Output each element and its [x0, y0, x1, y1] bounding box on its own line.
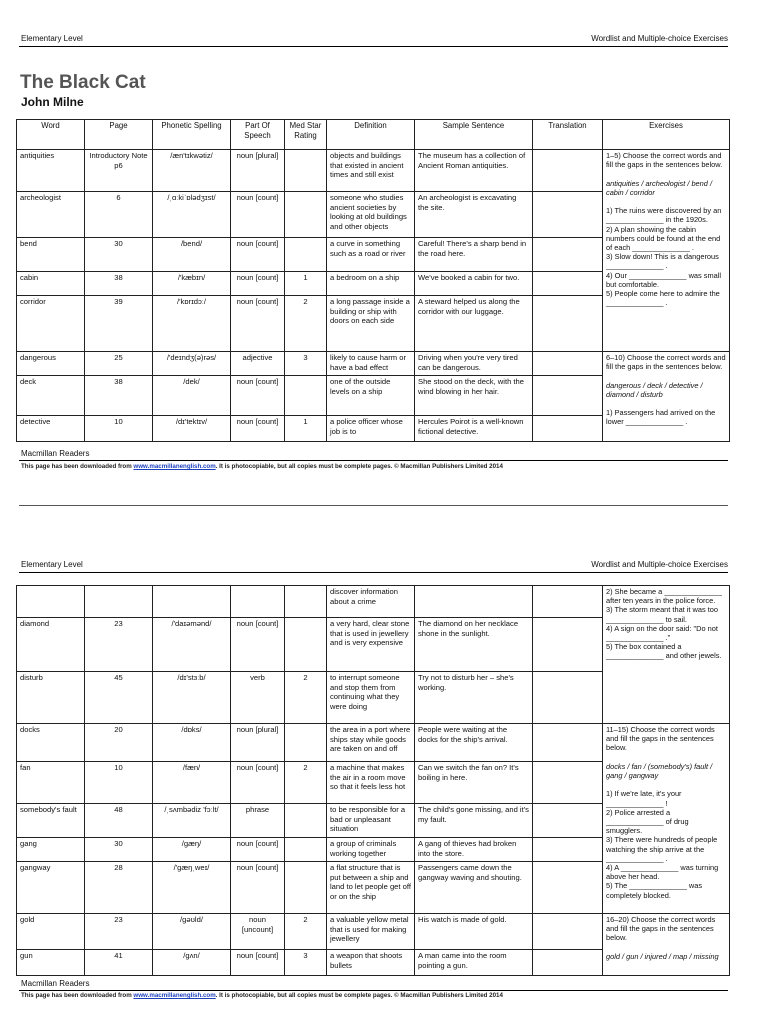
sample-sentence-cell: Can we switch the fan on? It's boiling in here.: [415, 762, 533, 804]
macmillan-link[interactable]: www.macmillanenglish.com: [133, 463, 216, 470]
column-header: Sample Sentence: [415, 120, 533, 150]
definition-cell: a very hard, clear stone that is used in jewellery and is very expensive: [327, 618, 415, 672]
exercise-cell: [603, 352, 730, 442]
table-row: [17, 150, 730, 192]
translation-cell: [533, 762, 603, 804]
page-separator: [19, 505, 728, 506]
part-of-speech-cell: noun [count]: [231, 376, 285, 416]
part-of-speech-cell: noun [count]: [231, 192, 285, 238]
section-label: Wordlist and Multiple-choice Exercises: [591, 560, 728, 569]
sample-sentence-cell: The diamond on her necklace shone in the sunlight.: [415, 618, 533, 672]
book-author: John Milne: [21, 95, 84, 109]
translation-cell: [533, 150, 603, 192]
exercise-item: 5) The ______________ was completely blocked.: [606, 881, 703, 900]
translation-cell: [533, 804, 603, 838]
sample-sentence-cell: The child's gone missing, and it's my fault.: [415, 804, 533, 838]
level-label: Elementary Level: [21, 34, 83, 43]
star-rating-cell: [285, 838, 327, 862]
exercise-item: 4) A sign on the door said: "Do not ______________ .": [606, 623, 718, 643]
word-cell: gang: [17, 838, 85, 862]
sample-sentence-cell: We've booked a cabin for two.: [415, 272, 533, 296]
page-cell: Introductory Note p6: [85, 150, 153, 192]
word-cell: fan: [17, 762, 85, 804]
download-notice-copyright: . It is photocopiable, but all copies must be complete pages. © Macmillan Publishers Limited 2014: [215, 992, 503, 999]
star-rating-cell: [285, 804, 327, 838]
page-cell: 45: [85, 672, 153, 724]
part-of-speech-cell: noun [count]: [231, 296, 285, 352]
phonetic-cell: /dek/: [153, 376, 231, 416]
definition-cell: objects and buildings that existed in ancient times and still exist: [327, 150, 415, 192]
page-cell: 6: [85, 192, 153, 238]
exercise-item: 2) A plan showing the cabin numbers could be found at the end of each ______________ .: [606, 224, 721, 253]
page-cell: [85, 586, 153, 618]
phonetic-cell: /'gæŋˌweɪ/: [153, 862, 231, 914]
star-rating-cell: [285, 586, 327, 618]
page-cell: 30: [85, 838, 153, 862]
wordlist-table: [16, 585, 730, 976]
translation-cell: [533, 672, 603, 724]
section-label: Wordlist and Multiple-choice Exercises: [591, 34, 728, 43]
sample-sentence-cell: Driving when you're very tired can be dangerous.: [415, 352, 533, 376]
phonetic-cell: /fæn/: [153, 762, 231, 804]
part-of-speech-cell: noun [count]: [231, 838, 285, 862]
translation-cell: [533, 296, 603, 352]
part-of-speech-cell: noun [count]: [231, 762, 285, 804]
exercise-item: 2) Police arrested a ______________ of drug smugglers.: [606, 807, 689, 836]
exercise-instructions: 11–15) Choose the correct words and fill the gaps in the sentences below.: [606, 725, 715, 753]
phonetic-cell: /'deɪndʒ(ə)rəs/: [153, 352, 231, 376]
part-of-speech-cell: noun [plural]: [231, 150, 285, 192]
page-cell: 48: [85, 804, 153, 838]
star-rating-cell: [285, 150, 327, 192]
exercise-word-choices: docks / fan / (somebody's) fault / gang / gangway: [606, 761, 713, 781]
exercise-item: 3) There were hundreds of people watching the ship arrive at the ______________ .: [606, 835, 718, 863]
star-rating-cell: 1: [285, 272, 327, 296]
exercise-item: 4) A ______________ was turning above her head.: [606, 863, 719, 882]
exercise-choices-line: [606, 179, 726, 197]
phonetic-cell: /ˌsʌmbədiz 'fɔːlt/: [153, 804, 231, 838]
star-rating-cell: [285, 376, 327, 416]
sample-sentence-cell: People were waiting at the docks for the ship's arrival.: [415, 724, 533, 762]
word-cell: detective: [17, 416, 85, 442]
column-header: Translation: [533, 120, 603, 150]
column-header: Word: [17, 120, 85, 150]
macmillan-link[interactable]: www.macmillanenglish.com: [133, 992, 216, 999]
exercise-item: 3) Slow down! This is a dangerous ______________ .: [606, 252, 719, 271]
exercise-item: 4) Our ______________ was small but comfortable.: [606, 270, 722, 289]
page-cell: 38: [85, 272, 153, 296]
star-rating-cell: 3: [285, 352, 327, 376]
word-cell: corridor: [17, 296, 85, 352]
exercise-word-choices: gold / gun / injured / map / missing: [606, 951, 719, 961]
phonetic-cell: /ˌɑːkiˈɒlədʒɪst/: [153, 192, 231, 238]
star-rating-cell: 2: [285, 672, 327, 724]
translation-cell: [533, 272, 603, 296]
definition-cell: a bedroom on a ship: [327, 272, 415, 296]
sample-sentence-cell: Careful! There's a sharp bend in the road here.: [415, 238, 533, 272]
phonetic-cell: /bend/: [153, 238, 231, 272]
table-row: [17, 724, 730, 762]
table-row: [17, 914, 730, 950]
download-notice-text: This page has been downloaded from: [21, 992, 134, 999]
exercise-instructions: 16–20) Choose the correct words and fill the gaps in the sentences below.: [606, 915, 716, 943]
part-of-speech-cell: noun [plural]: [231, 724, 285, 762]
exercise-item: 1) If we're late, it's your ______________ !: [606, 789, 682, 808]
star-rating-cell: 2: [285, 914, 327, 950]
star-rating-cell: [285, 862, 327, 914]
phonetic-cell: /gəʊld/: [153, 914, 231, 950]
translation-cell: [533, 238, 603, 272]
page-cell: 41: [85, 950, 153, 976]
sample-sentence-cell: His watch is made of gold.: [415, 914, 533, 950]
sample-sentence-cell: Try not to disturb her – she's working.: [415, 672, 533, 724]
exercise-instructions: 1–5) Choose the correct words and fill the gaps in the sentences below.: [606, 151, 723, 170]
word-cell: gangway: [17, 862, 85, 914]
translation-cell: [533, 862, 603, 914]
exercise-choices-line: [606, 762, 726, 780]
exercise-choices-line: [606, 381, 726, 399]
definition-cell: to be responsible for a bad or unpleasant situation: [327, 804, 415, 838]
page-cell: 23: [85, 914, 153, 950]
exercise-cell: [603, 150, 730, 352]
phonetic-cell: /'kɒrɪdɔː/: [153, 296, 231, 352]
table-row: [17, 352, 730, 376]
exercise-choices-line: [606, 952, 726, 961]
column-header: Med Star Rating: [285, 120, 327, 150]
definition-cell: a flat structure that is put between a ship and land to let people get off or on the ship: [327, 862, 415, 914]
page-header: [19, 32, 728, 47]
part-of-speech-cell: adjective: [231, 352, 285, 376]
part-of-speech-cell: verb: [231, 672, 285, 724]
page-cell: 39: [85, 296, 153, 352]
word-cell: [17, 586, 85, 618]
translation-cell: [533, 586, 603, 618]
table-header-row: [17, 120, 730, 150]
definition-cell: a machine that makes the air in a room move so that it feels less hot: [327, 762, 415, 804]
definition-cell: a long passage inside a building or ship with doors on each side: [327, 296, 415, 352]
definition-cell: to interrupt someone and stop them from continuing what they were doing: [327, 672, 415, 724]
footer-rule: [19, 990, 728, 991]
footer-brand: Macmillan Readers: [21, 979, 90, 988]
exercise-cell: [603, 914, 730, 976]
part-of-speech-cell: noun [count]: [231, 238, 285, 272]
part-of-speech-cell: noun [count]: [231, 272, 285, 296]
book-title: The Black Cat: [20, 72, 146, 93]
page-cell: 23: [85, 618, 153, 672]
sample-sentence-cell: She stood on the deck, with the wind blowing in her hair.: [415, 376, 533, 416]
star-rating-cell: 1: [285, 416, 327, 442]
phonetic-cell: /dɒks/: [153, 724, 231, 762]
page-cell: 10: [85, 762, 153, 804]
part-of-speech-cell: noun [uncount]: [231, 914, 285, 950]
definition-cell: a valuable yellow metal that is used for making jewellery: [327, 914, 415, 950]
column-header: Page: [85, 120, 153, 150]
star-rating-cell: [285, 724, 327, 762]
sample-sentence-cell: The museum has a collection of Ancient Roman antiquities.: [415, 150, 533, 192]
word-cell: dangerous: [17, 352, 85, 376]
page-cell: 10: [85, 416, 153, 442]
translation-cell: [533, 914, 603, 950]
table-row: [17, 586, 730, 618]
exercise-word-choices: dangerous / deck / detective / diamond / disturb: [606, 380, 703, 399]
sample-sentence-cell: [415, 586, 533, 618]
exercise-item: 2) She became a ______________ after ten years in the police force.: [606, 587, 722, 606]
word-cell: docks: [17, 724, 85, 762]
sample-sentence-cell: A steward helped us along the corridor with our luggage.: [415, 296, 533, 352]
exercise-cell: [603, 586, 730, 724]
download-notice: [21, 992, 503, 999]
footer-brand: Macmillan Readers: [21, 449, 90, 458]
exercise-item: 5) The box contained a ______________ and other jewels.: [606, 642, 722, 661]
word-cell: bend: [17, 238, 85, 272]
part-of-speech-cell: noun [count]: [231, 618, 285, 672]
definition-cell: a curve in something such as a road or river: [327, 238, 415, 272]
word-cell: gun: [17, 950, 85, 976]
part-of-speech-cell: [231, 586, 285, 618]
word-cell: somebody's fault: [17, 804, 85, 838]
page-cell: 38: [85, 376, 153, 416]
phonetic-cell: /gʌn/: [153, 950, 231, 976]
phonetic-cell: [153, 586, 231, 618]
exercise-cell: [603, 724, 730, 914]
word-cell: gold: [17, 914, 85, 950]
sample-sentence-cell: Passengers came down the gangway waving and shouting.: [415, 862, 533, 914]
sample-sentence-cell: An archeologist is excavating the site.: [415, 192, 533, 238]
page-cell: 20: [85, 724, 153, 762]
phonetic-cell: /æn'tɪkwətiz/: [153, 150, 231, 192]
word-cell: disturb: [17, 672, 85, 724]
exercise-word-choices: antiquities / archeologist / bend / cabin / corridor: [606, 178, 712, 197]
part-of-speech-cell: phrase: [231, 804, 285, 838]
word-cell: deck: [17, 376, 85, 416]
star-rating-cell: 2: [285, 762, 327, 804]
column-header: Exercises: [603, 120, 730, 150]
star-rating-cell: [285, 238, 327, 272]
translation-cell: [533, 352, 603, 376]
phonetic-cell: /'daɪəmənd/: [153, 618, 231, 672]
phonetic-cell: /'kæbɪn/: [153, 272, 231, 296]
definition-cell: a police officer whose job is to: [327, 416, 415, 442]
sample-sentence-cell: A man came into the room pointing a gun.: [415, 950, 533, 976]
star-rating-cell: 3: [285, 950, 327, 976]
translation-cell: [533, 192, 603, 238]
exercise-item: 5) People come here to admire the ______________ .: [606, 289, 720, 308]
word-cell: cabin: [17, 272, 85, 296]
definition-cell: likely to cause harm or have a bad effect: [327, 352, 415, 376]
translation-cell: [533, 724, 603, 762]
word-cell: diamond: [17, 618, 85, 672]
phonetic-cell: /gæŋ/: [153, 838, 231, 862]
exercise-item: 3) The storm meant that it was too ______________ to sail.: [606, 605, 719, 624]
translation-cell: [533, 838, 603, 862]
sample-sentence-cell: Hercules Poirot is a well-known fictional detective.: [415, 416, 533, 442]
definition-cell: someone who studies ancient societies by looking at old buildings and other objects: [327, 192, 415, 238]
page-cell: 30: [85, 238, 153, 272]
translation-cell: [533, 416, 603, 442]
page-header: [19, 558, 728, 573]
definition-cell: the area in a port where ships stay while goods are taken on and off: [327, 724, 415, 762]
definition-cell: one of the outside levels on a ship: [327, 376, 415, 416]
word-cell: archeologist: [17, 192, 85, 238]
exercise-item: 1) The ruins were discovered by an ______________ in the 1920s.: [606, 206, 722, 225]
translation-cell: [533, 950, 603, 976]
star-rating-cell: [285, 192, 327, 238]
exercise-instructions: 6–10) Choose the correct words and fill the gaps in the sentences below.: [606, 353, 726, 372]
star-rating-cell: 2: [285, 296, 327, 352]
column-header: Part Of Speech: [231, 120, 285, 150]
download-notice-text: This page has been downloaded from: [21, 463, 134, 470]
part-of-speech-cell: noun [count]: [231, 950, 285, 976]
star-rating-cell: [285, 618, 327, 672]
page-cell: 28: [85, 862, 153, 914]
definition-cell: a group of criminals working together: [327, 838, 415, 862]
phonetic-cell: /dɪ'tektɪv/: [153, 416, 231, 442]
column-header: Phonetic Spelling: [153, 120, 231, 150]
phonetic-cell: /dɪ'stɜːb/: [153, 672, 231, 724]
page-cell: 25: [85, 352, 153, 376]
wordlist-table: [16, 119, 730, 442]
definition-cell: discover information about a crime: [327, 586, 415, 618]
definition-cell: a weapon that shoots bullets: [327, 950, 415, 976]
download-notice-copyright: . It is photocopiable, but all copies must be complete pages. © Macmillan Publishers Limited 2014: [215, 463, 503, 470]
download-notice: [21, 463, 503, 470]
footer-rule: [19, 460, 728, 461]
word-cell: antiquities: [17, 150, 85, 192]
column-header: Definition: [327, 120, 415, 150]
translation-cell: [533, 618, 603, 672]
exercise-item: 1) Passengers had arrived on the lower ______________ .: [606, 408, 716, 427]
part-of-speech-cell: noun [count]: [231, 416, 285, 442]
translation-cell: [533, 376, 603, 416]
level-label: Elementary Level: [21, 560, 83, 569]
sample-sentence-cell: A gang of thieves had broken into the store.: [415, 838, 533, 862]
part-of-speech-cell: noun [count]: [231, 862, 285, 914]
